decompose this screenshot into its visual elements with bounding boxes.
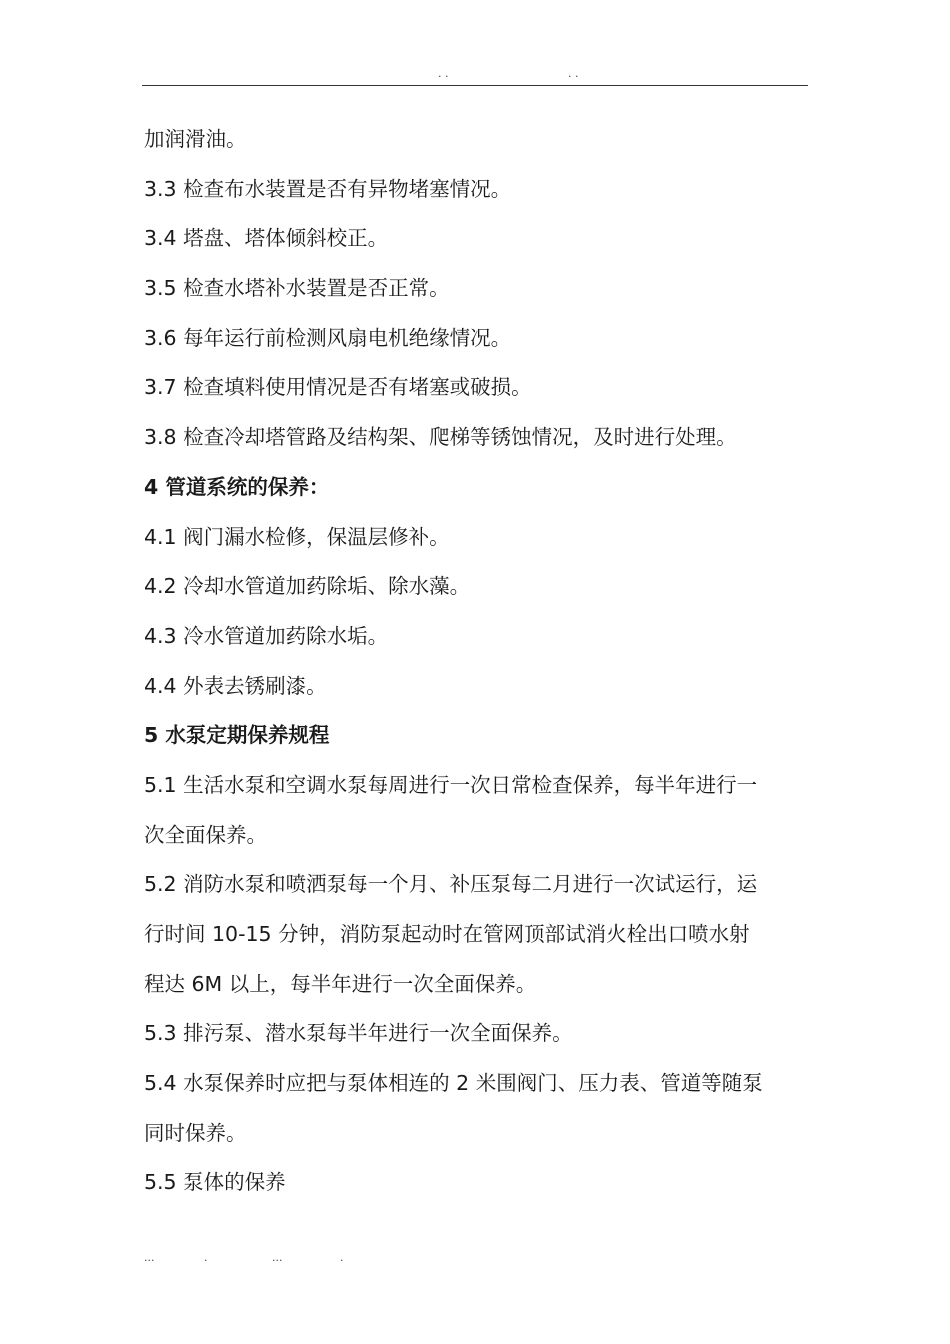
section-heading: 4 管道系统的保养： [144,474,330,499]
text-line: 次全面保养。 [144,822,267,847]
document-body [144,115,812,1208]
text-line: 3.7 检查填料使用情况是否有堵塞或破损。 [144,375,532,400]
text-line: 3.5 检查水塔补水装置是否正常。 [144,276,450,301]
text-line: 3.3 检查布水装置是否有异物堵塞情况。 [144,176,512,201]
page-header-marks [142,66,808,82]
text-line: 加润滑油。 [144,127,247,151]
footer-mark: ... [272,1251,283,1264]
text-line: 4.3 冷水管道加药除水垢。 [144,623,389,648]
footer-mark: . [204,1251,208,1264]
text-line: 3.8 检查冷却塔管路及结构架、爬梯等锈蚀情况，及时进行处理。 [144,425,737,450]
footer-mark: . [340,1251,344,1264]
page-footer-marks [142,1250,442,1266]
header-mark-left: . . [438,67,449,80]
text-line: 3.4 塔盘、塔体倾斜校正。 [144,226,389,251]
text-line: 5.4 水泵保养时应把与泵体相连的 2 米围阀门、压力表、管道等随泵 [144,1071,763,1096]
header-rule [142,85,808,86]
text-line: 行时间 10-15 分钟，消防泵起动时在管网顶部试消火栓出口喷水射 [144,922,750,946]
footer-mark: ... [144,1251,155,1264]
text-line: 同时保养。 [144,1120,247,1145]
text-line: 4.1 阀门漏水检修，保温层修补。 [144,524,450,549]
text-line: 程达 6M 以上，每半年进行一次全面保养。 [144,971,537,996]
text-line: 5.1 生活水泵和空调水泵每周进行一次日常检查保养，每半年进行一 [144,772,758,797]
text-line: 5.5 泵体的保养 [144,1170,286,1195]
text-line: 4.4 外表去锈刷漆。 [144,673,327,698]
text-line: 3.6 每年运行前检测风扇电机绝缘情况。 [144,325,512,350]
text-line: 5.2 消防水泵和喷洒泵每一个月、补压泵每二月进行一次试运行，运 [144,872,758,897]
section-heading: 5 水泵定期保养规程 [144,723,330,748]
text-line: 4.2 冷却水管道加药除垢、除水藻。 [144,574,471,599]
text-line: 5.3 排污泵、潜水泵每半年进行一次全面保养。 [144,1021,573,1046]
header-mark-right: . . [568,67,579,80]
